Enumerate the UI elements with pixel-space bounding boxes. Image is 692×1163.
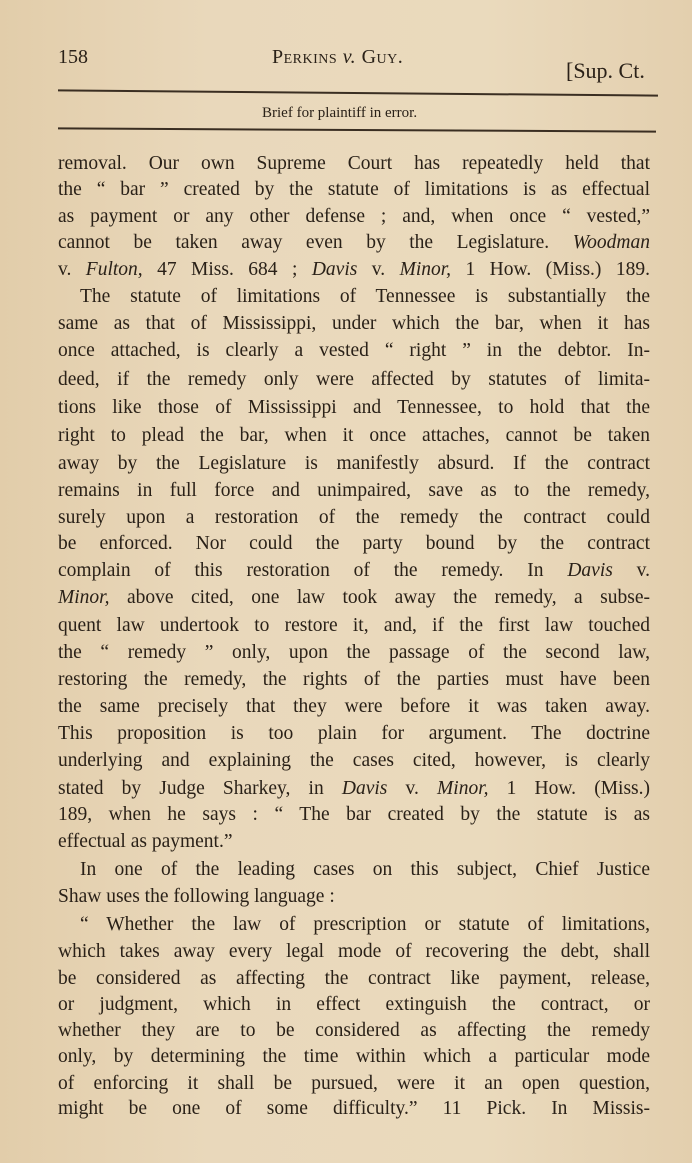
italic-citation: Fulton, <box>85 259 143 280</box>
text-segment: v. <box>387 778 438 799</box>
text-segment: as payment or any other defense ; and, when once “ vested,” <box>58 206 650 227</box>
text-line <box>80 858 650 882</box>
text-line <box>58 1097 650 1121</box>
text-segment: restoring the remedy, the rights of the parties must have been <box>58 669 650 690</box>
title-party: Guy. <box>361 46 404 68</box>
text-line <box>58 231 650 255</box>
text-line <box>58 1045 650 1069</box>
text-line <box>58 152 650 176</box>
text-segment: or judgment, which in effect extinguish the contract, or <box>58 994 650 1015</box>
italic-citation: Davis <box>341 778 388 799</box>
text-line <box>58 668 650 692</box>
text-segment: In one of the leading cases on this subject, Chief Justice <box>80 859 650 880</box>
text-segment: 1 How. (Miss.) 189. <box>451 259 650 280</box>
running-title <box>272 46 403 69</box>
text-line <box>58 695 650 719</box>
italic-citation: Minor, <box>58 587 110 608</box>
text-segment: be considered as affecting the contract like payment, release, <box>58 968 650 989</box>
text-segment: deed, if the remedy only were affected by statutes of limita- <box>58 369 650 390</box>
header-rule-bottom <box>58 127 656 132</box>
text-segment: “ Whether the law of prescription or statute of limitations, <box>80 914 650 935</box>
text-segment: v. <box>612 560 651 581</box>
text-line <box>58 1072 650 1096</box>
text-segment: v. <box>58 259 86 280</box>
section-subtitle: Brief for plaintiff in error. <box>262 105 418 121</box>
text-line <box>58 396 650 420</box>
text-segment: stated by Judge Sharkey, in <box>58 778 342 799</box>
header-rule-top <box>58 89 658 96</box>
text-segment: remains in full force and unimpaired, save as to the remedy, <box>58 480 650 501</box>
text-line <box>58 967 650 991</box>
text-segment: 47 Miss. 684 ; <box>142 259 312 280</box>
text-segment: tions like those of Mississippi and Tennessee, to hold that the <box>58 397 650 418</box>
italic-citation: Davis <box>567 560 613 581</box>
text-segment: This proposition is too plain for argument. The doctrine <box>58 723 650 744</box>
text-segment: the same precisely that they were before it was taken away. <box>58 696 650 717</box>
text-line <box>58 532 650 556</box>
text-segment: away by the Legislature is manifestly absurd. If the contract <box>58 453 650 474</box>
italic-citation: Minor, <box>399 259 452 280</box>
text-segment: 1 How. (Miss.) <box>488 778 651 799</box>
text-segment: be enforced. Nor could the party bound by the contract <box>58 533 650 554</box>
text-segment: underlying and explaining the cases cited, however, is clearly <box>58 750 650 771</box>
text-segment: which takes away every legal mode of recovering the debt, shall <box>58 941 650 962</box>
text-segment: surely upon a restoration of the remedy the contract could <box>58 507 650 528</box>
text-line <box>58 205 650 229</box>
text-segment: right to plead the bar, when it once attaches, cannot be taken <box>58 425 650 446</box>
text-segment: effectual as payment.” <box>58 831 233 852</box>
text-line <box>58 586 650 610</box>
text-segment: quent law undertook to restore it, and, if the first law touched <box>58 615 650 636</box>
text-segment: the “ remedy ” only, upon the passage of the second law, <box>58 642 650 663</box>
italic-citation: Davis <box>311 259 358 280</box>
text-line <box>58 312 650 336</box>
text-segment: The statute of limitations of Tennessee is substantially the <box>80 286 650 307</box>
text-segment: cannot be taken away even by the Legislature. <box>58 232 573 253</box>
text-line <box>58 885 650 909</box>
text-line <box>58 777 650 801</box>
text-line <box>58 452 650 476</box>
court-label: [Sup. Ct. <box>566 58 645 83</box>
text-segment: 189, when he says : “ The bar created by the statute is as <box>58 804 650 825</box>
text-segment: once attached, is clearly a vested “ right ” in the debtor. In- <box>58 340 650 361</box>
text-line <box>58 479 650 503</box>
text-line <box>58 506 650 530</box>
text-segment: above cited, one law took away the remedy, a subse- <box>109 587 650 608</box>
text-segment: of enforcing it shall be pursued, were it an open question, <box>58 1073 650 1094</box>
text-line <box>58 368 650 392</box>
text-line <box>58 641 650 665</box>
text-segment: whether they are to be considered as affecting the remedy <box>58 1020 650 1041</box>
text-line <box>58 258 650 282</box>
title-v: v. <box>342 46 357 68</box>
text-line <box>58 424 650 448</box>
text-line <box>58 722 650 746</box>
text-segment: same as that of Mississippi, under which the bar, when it has <box>58 313 650 334</box>
text-line <box>58 178 650 202</box>
text-segment: complain of this restoration of the remedy. In <box>58 560 568 581</box>
title-case: Perkins <box>272 46 338 68</box>
text-line <box>80 913 650 937</box>
text-line <box>80 285 650 309</box>
text-line <box>58 614 650 638</box>
text-segment: removal. Our own Supreme Court has repeatedly held that <box>58 153 650 174</box>
text-line <box>58 993 650 1017</box>
text-segment: only, by determining the time within which a particular mode <box>58 1046 650 1067</box>
text-segment: Shaw uses the following language : <box>58 886 335 907</box>
page-number: 158 <box>58 46 88 68</box>
italic-citation: Woodman <box>572 232 650 253</box>
text-line <box>58 803 650 827</box>
text-line <box>58 940 650 964</box>
text-segment: might be one of some difficulty.” 11 Pick. In Missis- <box>58 1098 650 1119</box>
text-line <box>58 559 650 583</box>
text-line <box>58 830 650 854</box>
text-segment: v. <box>357 259 400 280</box>
text-segment: the “ bar ” created by the statute of limitations is as effectual <box>58 179 650 200</box>
text-line <box>58 339 650 363</box>
italic-citation: Minor, <box>437 778 489 799</box>
text-line <box>58 749 650 773</box>
text-line <box>58 1019 650 1043</box>
